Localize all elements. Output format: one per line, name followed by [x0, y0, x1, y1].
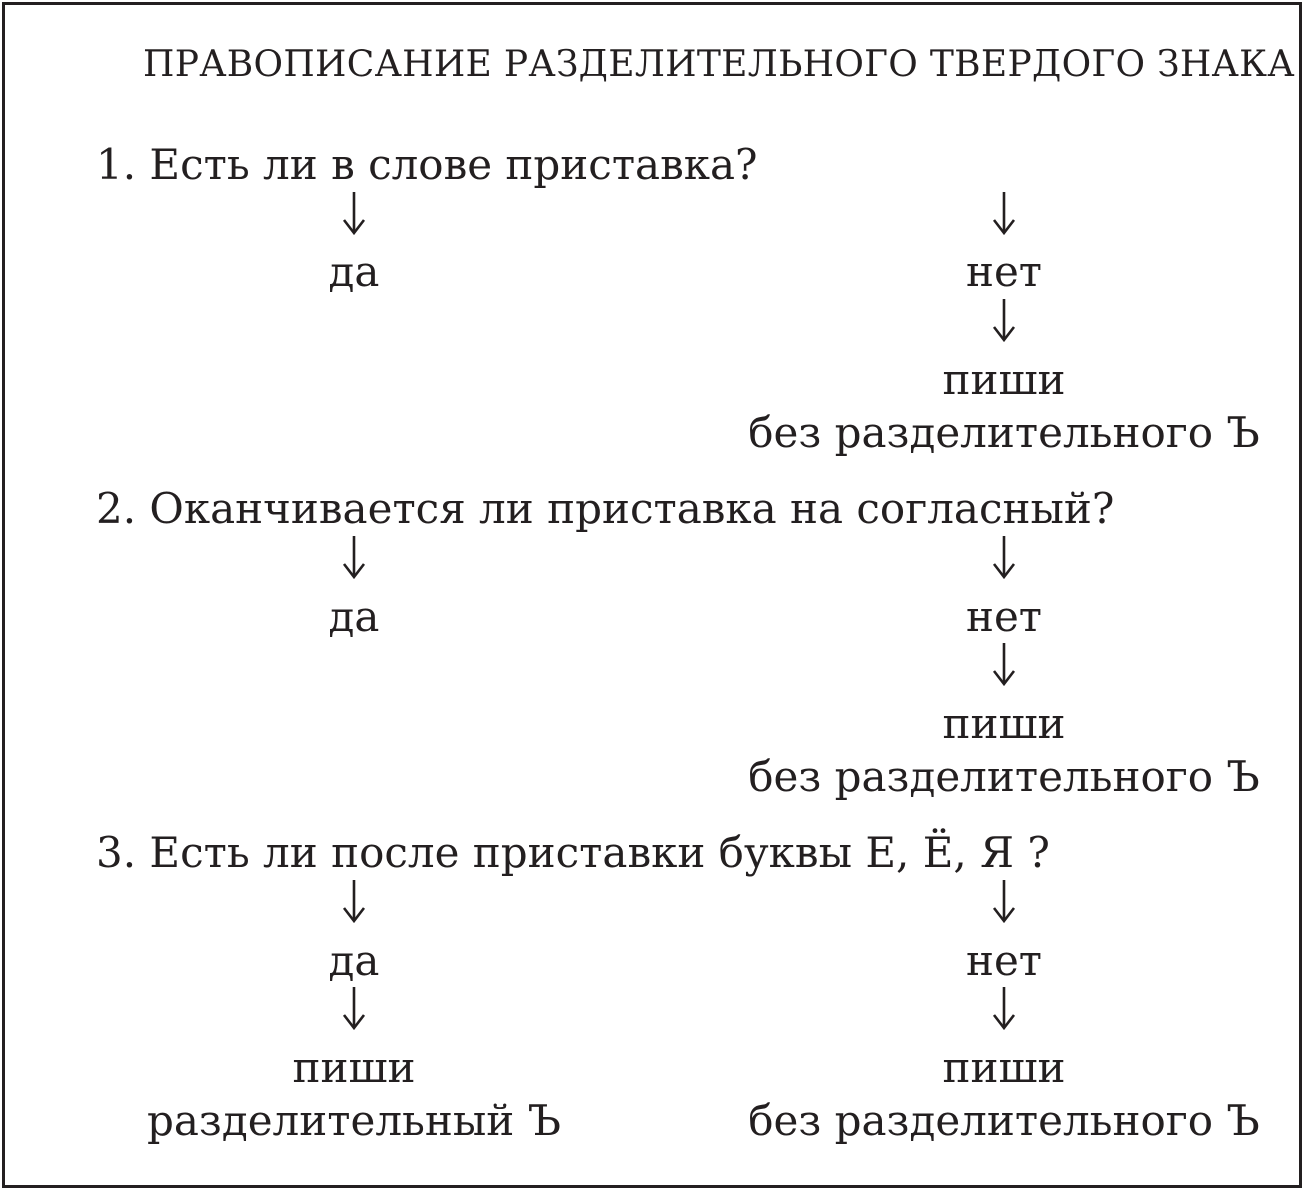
down-arrow-icon: [342, 985, 366, 1033]
question-1: 1. Есть ли в слове приставка?: [96, 140, 758, 189]
question-3: 3. Есть ли после приставки буквы Е, Ё, Я ?: [96, 828, 1050, 877]
down-arrow-icon: [342, 190, 366, 238]
question-2: 2. Оканчивается ли приставка на согласный?: [96, 484, 1115, 533]
down-arrow-icon: [992, 985, 1016, 1033]
result-3-no-line2: без разделительного Ъ: [748, 1096, 1260, 1145]
result-3-no-line1: пиши: [942, 1043, 1066, 1092]
answer-yes-3: да: [328, 936, 380, 985]
result-2-no-line2: без разделительного Ъ: [748, 752, 1260, 801]
answer-yes-2: да: [328, 592, 380, 641]
answer-no-3: нет: [965, 936, 1043, 985]
down-arrow-icon: [992, 534, 1016, 582]
result-3-yes-line1: пиши: [292, 1043, 416, 1092]
down-arrow-icon: [342, 878, 366, 926]
result-2-no-line1: пиши: [942, 699, 1066, 748]
answer-no-1: нет: [965, 247, 1043, 296]
down-arrow-icon: [342, 534, 366, 582]
answer-no-2: нет: [965, 592, 1043, 641]
down-arrow-icon: [992, 878, 1016, 926]
result-1-no-line2: без разделительного Ъ: [748, 408, 1260, 457]
result-1-no-line1: пиши: [942, 355, 1066, 404]
down-arrow-icon: [992, 297, 1016, 345]
result-3-yes-line2: разделительный Ъ: [147, 1096, 561, 1145]
down-arrow-icon: [992, 190, 1016, 238]
down-arrow-icon: [992, 641, 1016, 689]
answer-yes-1: да: [328, 247, 380, 296]
diagram-title: ПРАВОПИСАНИЕ РАЗДЕЛИТЕЛЬНОГО ТВЕРДОГО ЗНАКА: [143, 44, 1295, 85]
